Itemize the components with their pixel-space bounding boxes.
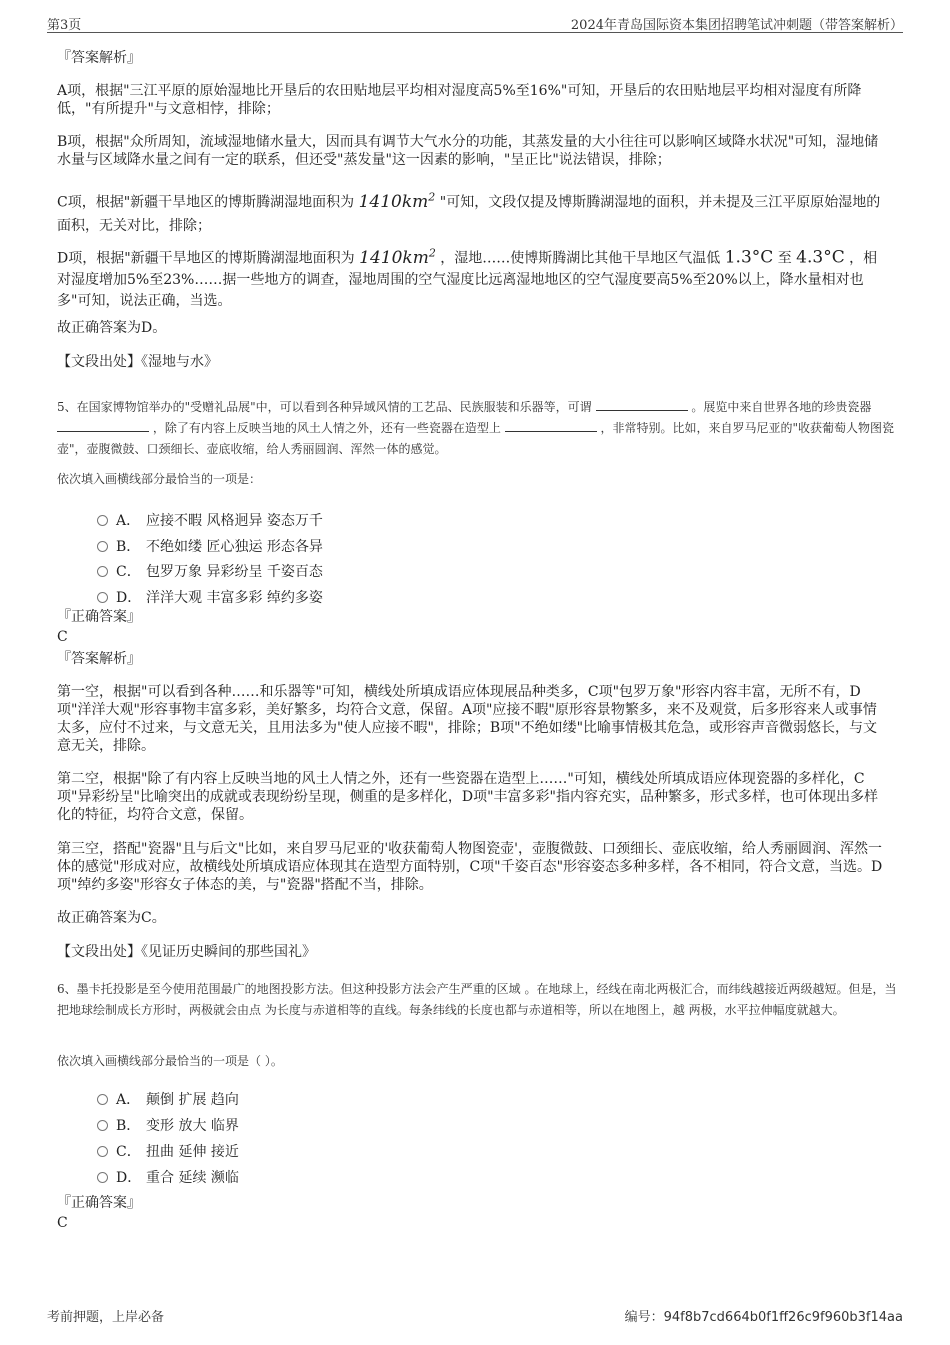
q5-option-a[interactable]: A． 应接不暇 风格迥异 姿态万千 (97, 510, 323, 530)
q5-analysis-title: 『答案解析』 (57, 651, 141, 667)
q4-analysis-d (57, 242, 887, 312)
q4-d-text-2: ，湿地……使博斯腾湖比其他干旱地区气温低 (440, 250, 721, 267)
radio-icon[interactable] (97, 1146, 108, 1157)
q4-analysis-c (57, 185, 887, 238)
q4-analysis-b: B项，根据"众所周知，流域湿地储水量大，因而具有调节大气水分的功能，其蒸发量的大小往往可以影响区域降水状况"可知，湿地储水量与区域降水量之间有一定的联系，但还受"蒸发量"这一因素的影响，"呈正比"说法错误，排除； (57, 134, 879, 168)
q6-option-d[interactable]: D． 重合 延续 濒临 (97, 1167, 239, 1187)
q4-analysis-title: 『答案解析』 (57, 50, 141, 66)
serial-number: 编号：94f8b7cd664b0f1ff26c9f960b3f14aa (624, 1310, 903, 1325)
radio-icon[interactable] (97, 566, 108, 577)
q5-stem: 5、在国家博物馆举办的"受赠礼品展"中，可以看到各种异域风情的工艺品、民族服装和乐器等，可谓 。展览中来自世界各地的珍贵瓷器 ，除了有内容上反映当地的风土人情之外，还有一些瓷器在造型上 ，非常特别。比如，来自罗马尼亚的"收获葡萄人物图瓷壶"，壶腹微鼓、口颈细长、壶底收缩，给人秀丽圆润、浑然一体的感觉。 (57, 400, 895, 456)
temp-high: 4.3°C (796, 247, 845, 268)
page-header (47, 12, 903, 33)
blank-2 (57, 419, 149, 432)
q5-answer-title: 『正确答案』 (57, 609, 141, 625)
q6-option-b[interactable]: B． 变形 放大 临界 (97, 1115, 239, 1135)
radio-icon[interactable] (97, 1172, 108, 1183)
footer-slogan: 考前押题，上岸必备 (47, 1310, 165, 1325)
q4-d-text-1: D项，根据"新疆干旱地区的博斯腾湖湿地面积为 (57, 250, 355, 267)
blank-1 (596, 398, 688, 411)
q5-analysis-p1: 第一空，根据"可以看到各种……和乐器等"可知，横线处所填成语应体现展品种类多，C项"包罗万象"形容内容丰富，无所不有，D项"洋洋大观"形容事物丰富多彩，美好繁多，均符合文意，保留。A项"应接不暇"原形容景物繁多，来不及观赏，后多形容来人或事情太多，应付不过来，与文意无关，且用法多为"使人应接不暇"，排除；B项"不绝如缕"比喻事情极其危急，或形容声音微弱悠长，与文意无关，排除。 (57, 684, 878, 754)
q4-source: 【文段出处】《湿地与水》 (57, 354, 218, 370)
q6-option-c[interactable]: C． 扭曲 延伸 接近 (97, 1141, 239, 1161)
q5-conclusion: 故正确答案为C。 (57, 910, 166, 926)
temp-to: 至 (777, 250, 792, 267)
q4-analysis-a: A项，根据"三江平原的原始湿地比开垦后的农田贴地层平均相对湿度高5%至16%"可知，开垦后的农田贴地层平均相对湿度有所降低，"有所提升"与文意相悖，排除； (57, 83, 862, 117)
q5-prompt: 依次填入画横线部分最恰当的一项是： (57, 472, 262, 486)
q5-analysis-p2: 第二空，根据"除了有内容上反映当地的风土人情之外，还有一些瓷器在造型上……"可知，横线处所填成语应体现瓷器的多样化，C项"异彩纷呈"比喻突出的成就或表现纷纷呈现，侧重的是多样化，D项"丰富多彩"指内容充实，品种繁多，形式多样，也可体现出多样化的特征，均符合文意，保留。 (57, 771, 878, 823)
q6-answer-title: 『正确答案』 (57, 1195, 141, 1211)
radio-icon[interactable] (97, 1120, 108, 1131)
temp-low: 1.3°C (724, 247, 774, 268)
document-title: 2024年青岛国际资本集团招聘笔试冲刺题（带答案解析） (570, 18, 903, 33)
q5-option-c[interactable]: C． 包罗万象 异彩纷呈 千姿百态 (97, 561, 323, 581)
q6-stem: 6、墨卡托投影是至今使用范围最广的地图投影方法。但这种投影方法会产生严重的区域 。在地球上，经线在南北两极汇合，而纬线越接近两级越短。但是，当把地球绘制成长方形时，两极就会由点 为长度与赤道相等的直线。每条纬线的长度也都与赤道相等，所以在地图上，越 两极，水平拉伸幅度就越大。 (57, 982, 897, 1017)
q4-c-text-2: "可知，文段仅提及博斯腾湖湿地的面积，并未提及三江平原原始湿地的面积，无关对比，排除； (57, 194, 881, 234)
q6-answer: C (57, 1215, 68, 1231)
q4-d-text-3: ，相对湿度增加5%至23%……据一些地方的调查，湿地周围的空气湿度比远离湿地地区的空气湿度要高5%至20%以上，降水量相对也多"可知，说法正确，当选。 (57, 250, 878, 309)
area-formula-2: $1410km^2$ (359, 246, 436, 268)
q5-option-b[interactable]: B． 不绝如缕 匠心独运 形态各异 (97, 536, 323, 556)
radio-icon[interactable] (97, 1094, 108, 1105)
q5-analysis-p3: 第三空，搭配"瓷器"且与后文"比如，来自罗马尼亚的'收获葡萄人物图瓷壶'，壶腹微鼓、口颈细长、壶底收缩，给人秀丽圆润、浑然一体的感觉"形成对应，故横线处所填成语应体现其在造型方面特别，C项"千姿百态"形容姿态多种多样，各不相同，符合文意，当选。D项"绰约多姿"形容女子体态的美，与"瓷器"搭配不当，排除。 (57, 841, 883, 893)
page-footer (47, 1306, 903, 1325)
q5-answer: C (57, 629, 68, 645)
q6-prompt: 依次填入画横线部分最恰当的一项是（ ）。 (57, 1054, 283, 1068)
q4-c-text-1: C项，根据"新疆干旱地区的博斯腾湖湿地面积为 (57, 194, 355, 211)
radio-icon[interactable] (97, 592, 108, 603)
blank-3 (505, 419, 597, 432)
q5-option-d[interactable]: D． 洋洋大观 丰富多彩 绰约多姿 (97, 587, 323, 607)
radio-icon[interactable] (97, 515, 108, 526)
page-number: 第3页 (47, 18, 82, 33)
q4-conclusion: 故正确答案为D。 (57, 320, 167, 336)
q5-source: 【文段出处】《见证历史瞬间的那些国礼》 (57, 944, 316, 960)
radio-icon[interactable] (97, 541, 108, 552)
area-formula: $1410km^2$ (358, 190, 436, 212)
q6-option-a[interactable]: A． 颠倒 扩展 趋向 (97, 1089, 239, 1109)
